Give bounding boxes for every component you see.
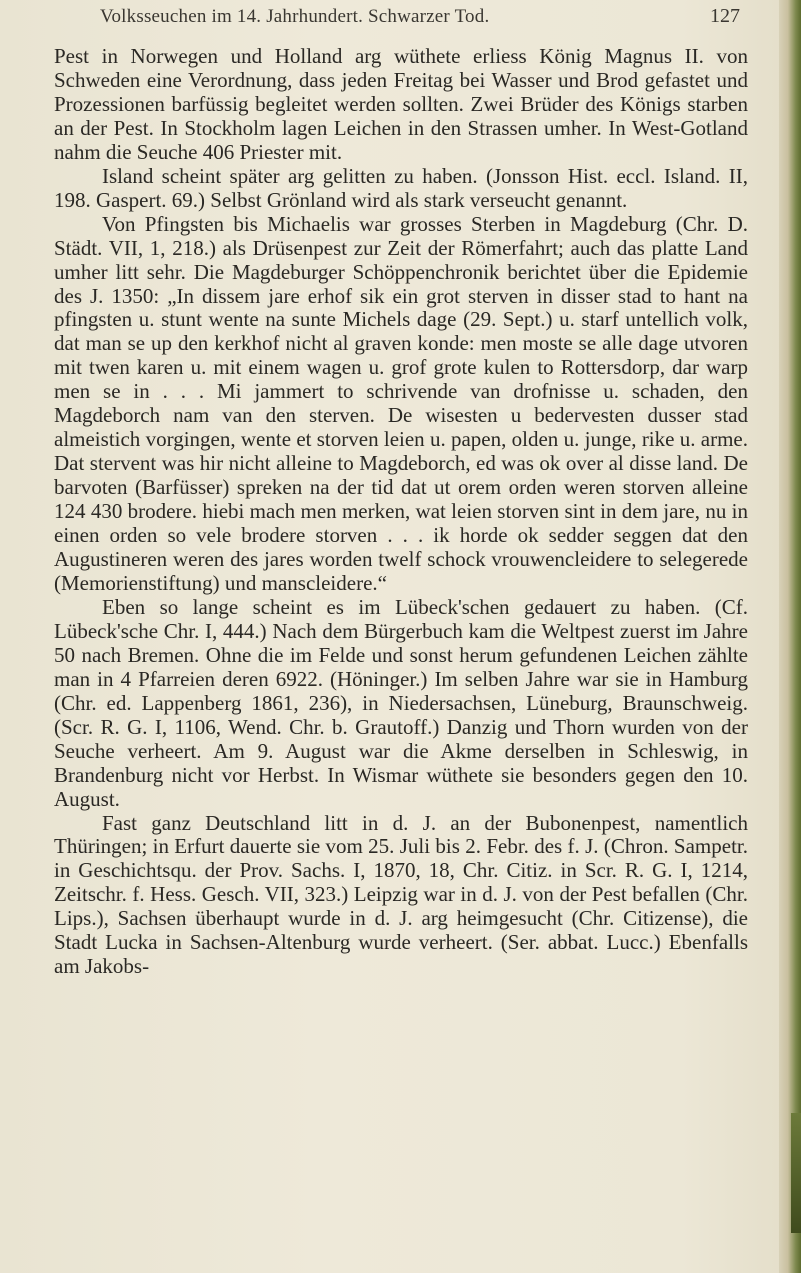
paragraph-4: Eben so lange scheint es im Lübeck'schen gedauert zu haben. (Cf. Lübeck'sche Chr. I, 444.) Nach dem Bürgerbuch kam die Weltpest zuerst im Jahre 50 nach Bremen. Ohne die im Felde und sonst herum gefundenen Leichen zählte man in 4 Pfarreien deren 6922. (Höninger.) Im selben Jahre war sie in Hamburg (Chr. ed. Lappenberg 1861, 236), in Niedersachsen, Lüneburg, Braunschweig. (Scr. R. G. I, 1106, Wend. Chr. b. Grautoff.) Danzig und Thorn wurden von der Seuche verheert. Am 9. August war die Akme derselben in Schleswig, in Brandenburg nicht vor Herbst. In Wismar wüthete sie besonders gegen den 10. August. — [54, 594, 748, 811]
paragraph-5: Fast ganz Deutschland litt in d. J. an der Bubonenpest, namentlich Thüringen; in Erfurt dauerte sie vom 25. Juli bis 2. Febr. des f. J. (Chron. Sampetr. in Geschichtsqu. der Prov. Sachs. I, 1870, 18, Chr. Citiz. in Scr. R. G. I, 1214, Zeitschr. f. Hess. Gesch. VII, 323.) Leipzig war in d. J. von der Pest befallen (Chr. Lips.), Sachsen überhaupt wurde in d. J. arg heimgesucht (Chr. Citizense), die Stadt Lucka in Sachsen-Altenburg wurde verheert. (Ser. abbat. Lucc.) Ebenfalls am Jakobs- — [54, 810, 748, 979]
running-head: Volksseuchen im 14. Jahrhundert. Schwarzer Tod. — [100, 6, 490, 27]
page-header — [100, 5, 740, 45]
paragraph-3: Von Pfingsten bis Michaelis war grosses Sterben in Magdeburg (Chr. D. Städt. VII, 1, 218.) als Drüsenpest zur Zeit der Römerfahrt; auch das platte Land umher litt sehr. Die Magdeburger Schöppenchronik berichtet über die Epidemie des J. 1350: „In dissem jare erhof sik ein grot sterven in disser stad to hant na pfingsten u. stunt wente na sunte Michels dage (29. Sept.) u. starf untellich volk, dat man se up den kerkhof nicht al graven konde: men moste se alle dage utvoren mit twen karen u. mit einem wagen u. grof grote kulen to Rottersdorp, dar warp men se in . . . Mi jammert to schrivende van drofnisse u. schaden, den Magdeborch nam van den sterven. De wisesten u bedervesten dusser stad almeistich vorgingen, wente et storven leien u. papen, olden u. junge, rike u. arme. Dat stervent was hir nicht alleine to Magdeborch, ed was ok over al disse land. De barvoten (Barfüsser) spreken na der tid dat ut orem orden weren storven alleine 124 430 brodere. hiebi mach men merken, wat leien storven sint in dem jare, nu in einen orden so vele brodere storven . . . ik horde ok sedder seggen dat den Augustineren weren des jares worden twelf schock vrouwencleidere to selegerede (Memorienstiftung) und manscleidere.“ — [54, 211, 748, 595]
book-edge — [779, 0, 801, 1273]
paragraph-1: Pest in Norwegen und Holland arg wüthete erliess König Magnus II. von Schweden eine Verordnung, dass jeden Freitag bei Wasser und Brod gefastet und Prozessionen barfüssig begleitet werden sollten. Zwei Brüder des Königs starben an der Pest. In Stockholm lagen Leichen in den Strassen umher. In West-Gotland nahm die Seuche 406 Priester mit. — [54, 44, 748, 164]
body-text — [54, 45, 748, 979]
paragraph-2: Island scheint später arg gelitten zu haben. (Jonsson Hist. eccl. Island. II, 198. Gaspert. 69.) Selbst Grönland wird als stark verseucht genannt. — [54, 163, 748, 212]
page-number: 127 — [710, 5, 740, 27]
